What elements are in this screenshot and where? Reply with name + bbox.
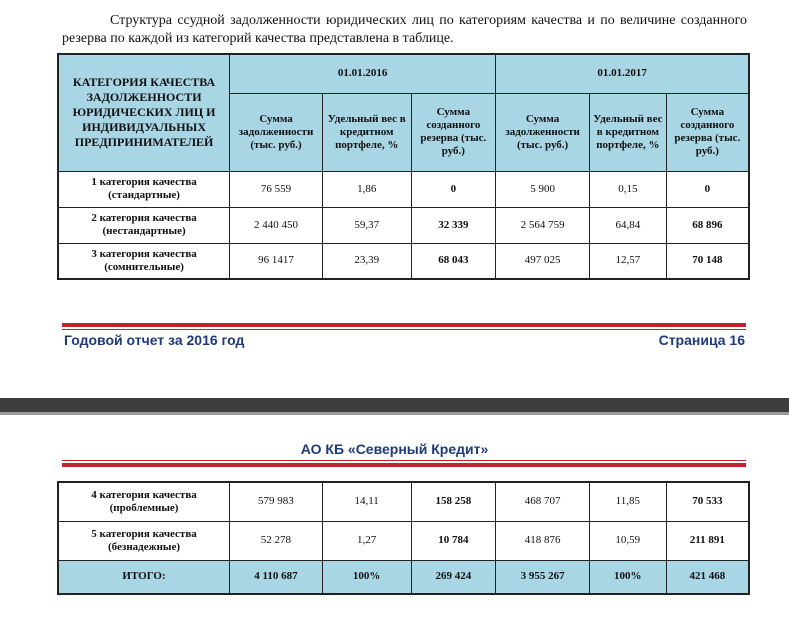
- cell-reserve-2017: 70 533: [666, 482, 749, 521]
- header-rule-thick: [62, 463, 746, 467]
- cell-debt-2017: 497 025: [496, 243, 590, 279]
- cell-share-2017: 10,59: [589, 521, 666, 560]
- loan-quality-table: [57, 53, 750, 280]
- cell-reserve-2017: 211 891: [666, 521, 749, 560]
- period-header-2017: 01.01.2017: [496, 54, 749, 93]
- cell-share-2016: 14,11: [322, 482, 411, 521]
- cell-reserve-2017: 0: [666, 171, 749, 207]
- cell-share-2017: 12,57: [589, 243, 666, 279]
- row-category: 2 категория качества (нестандартные): [58, 207, 230, 243]
- row-category: 3 категория качества (сомнительные): [58, 243, 230, 279]
- cell-debt-2016: 76 559: [230, 171, 323, 207]
- footer-rule-thick: [62, 323, 746, 327]
- table-row: [58, 207, 749, 243]
- cell-debt-2017: 2 564 759: [496, 207, 590, 243]
- table-total-row: [58, 560, 749, 594]
- total-label: ИТОГО:: [58, 560, 230, 594]
- col-header-share-2016: Удельный вес в кредитном портфеле, %: [322, 93, 411, 171]
- cell-reserve-2016: 10 784: [411, 521, 496, 560]
- table-row: [58, 243, 749, 279]
- col-header-debt-2016: Сумма задолженности (тыс. руб.): [230, 93, 323, 171]
- cell-share-2017: 64,84: [589, 207, 666, 243]
- total-debt-2017: 3 955 267: [496, 560, 590, 594]
- cell-reserve-2016: 32 339: [411, 207, 496, 243]
- cell-share-2016: 59,37: [322, 207, 411, 243]
- row-category: 1 категория качества (стандартные): [58, 171, 230, 207]
- table-row: [58, 482, 749, 521]
- cell-debt-2017: 468 707: [496, 482, 590, 521]
- total-reserve-2016: 269 424: [411, 560, 496, 594]
- row-category: 5 категория качества (безнадежные): [58, 521, 230, 560]
- cell-share-2016: 1,27: [322, 521, 411, 560]
- cell-debt-2016: 2 440 450: [230, 207, 323, 243]
- footer-rule-thin: [62, 329, 746, 330]
- col-header-reserve-2016: Сумма созданного резерва (тыс. руб.): [411, 93, 496, 171]
- cell-debt-2016: 96 1417: [230, 243, 323, 279]
- cell-reserve-2017: 70 148: [666, 243, 749, 279]
- cell-debt-2016: 52 278: [230, 521, 323, 560]
- page-break-shadow: [0, 412, 789, 415]
- cell-share-2016: 23,39: [322, 243, 411, 279]
- loan-quality-table-continued: [57, 481, 750, 595]
- col-header-share-2017: Удельный вес в кредитном портфеле, %: [589, 93, 666, 171]
- cell-debt-2017: 5 900: [496, 171, 590, 207]
- row-category: 4 категория качества (проблемные): [58, 482, 230, 521]
- category-column-header: КАТЕГОРИЯ КАЧЕСТВА ЗАДОЛЖЕННОСТИ ЮРИДИЧЕСКИХ ЛИЦ И ИНДИВИДУАЛЬНЫХ ПРЕДПРИНИМАТЕЛЕЙ: [58, 54, 230, 171]
- cell-share-2017: 11,85: [589, 482, 666, 521]
- cell-share-2017: 0,15: [589, 171, 666, 207]
- cell-reserve-2016: 68 043: [411, 243, 496, 279]
- total-share-2016: 100%: [322, 560, 411, 594]
- header-rule-thin: [62, 460, 746, 461]
- footer-report-title: Годовой отчет за 2016 год: [64, 332, 245, 348]
- cell-reserve-2016: 0: [411, 171, 496, 207]
- footer-page-number: Страница 16: [658, 332, 745, 348]
- col-header-reserve-2017: Сумма созданного резерва (тыс. руб.): [666, 93, 749, 171]
- cell-debt-2017: 418 876: [496, 521, 590, 560]
- intro-paragraph: Структура ссудной задолженности юридических лиц по категориям качества и по величине созданного резерва по каждой из категорий качества представлена в таблице.: [62, 13, 747, 46]
- cell-reserve-2017: 68 896: [666, 207, 749, 243]
- period-header-2016: 01.01.2016: [230, 54, 496, 93]
- table-row: [58, 171, 749, 207]
- total-reserve-2017: 421 468: [666, 560, 749, 594]
- page-break: [0, 398, 789, 412]
- total-share-2017: 100%: [589, 560, 666, 594]
- cell-reserve-2016: 158 258: [411, 482, 496, 521]
- cell-debt-2016: 579 983: [230, 482, 323, 521]
- col-header-debt-2017: Сумма задолженности (тыс. руб.): [496, 93, 590, 171]
- total-debt-2016: 4 110 687: [230, 560, 323, 594]
- cell-share-2016: 1,86: [322, 171, 411, 207]
- bank-name-header: АО КБ «Северный Кредит»: [300, 441, 489, 457]
- table-row: [58, 521, 749, 560]
